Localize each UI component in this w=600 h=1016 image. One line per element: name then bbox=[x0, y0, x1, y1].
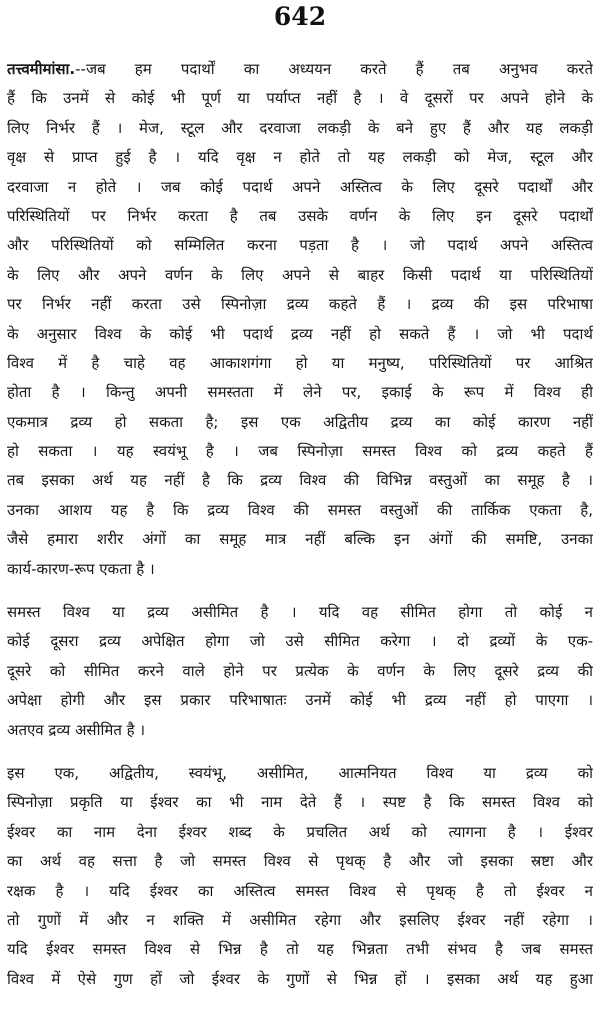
text-line: परिस्थितियों पर निर्भर करता है तब उसके वर्णन के लिए इन दूसरे पदार्थों bbox=[7, 206, 593, 225]
text-line: यदि ईश्वर समस्त विश्व से भिन्न है तो यह भिन्नता तभी संभव है जब समस्त bbox=[7, 940, 593, 959]
text-line: वृक्ष से प्राप्त हुई है । यदि वृक्ष न होते तो यह लकड़ी को मेज, स्टूल और bbox=[7, 148, 593, 167]
body-text bbox=[7, 55, 593, 994]
text-line: स्पिनोज़ा प्रकृति या ईश्वर का भी नाम देते हैं । स्पष्ट है कि समस्त विश्व को bbox=[7, 793, 593, 812]
text-line: उनका आशय यह है कि द्रव्य विश्व की समस्त वस्तुओं की तार्किक एकता है, bbox=[7, 500, 593, 519]
text-line: अपेक्षा होगी और इस प्रकार परिभाषातः उनमें कोई भी द्रव्य नहीं हो पाएगा । bbox=[7, 691, 593, 710]
paragraph-3 bbox=[7, 759, 593, 994]
paragraph-1 bbox=[7, 55, 593, 584]
text-line: एकमात्र द्रव्य हो सकता है; इस एक अद्वितीय द्रव्य का कोई कारण नहीं bbox=[7, 412, 593, 431]
text-line: विश्व में है चाहे वह आकाशगंगा हो या मनुष्य, परिस्थितियों पर आश्रित bbox=[7, 353, 593, 372]
text-line: रक्षक है । यदि ईश्वर का अस्तित्व समस्त विश्व से पृथक् है तो ईश्वर न bbox=[7, 881, 593, 900]
text-line: कार्य-कारण-रूप एकता है । bbox=[7, 559, 155, 578]
paragraph-gap bbox=[7, 584, 593, 598]
text-line: का अर्थ वह सत्ता है जो समस्त विश्व से पृथक् है और जो इसका स्रष्टा और bbox=[7, 852, 593, 871]
text-line: के अनुसार विश्व के कोई भी पदार्थ द्रव्य नहीं हो सकते हैं । जो भी पदार्थ bbox=[7, 324, 593, 343]
text-line: के लिए और अपने वर्णन के लिए अपने से बाहर किसी पदार्थ या परिस्थितियों bbox=[7, 265, 593, 284]
text-line-body: --जब हम पदार्थों का अध्ययन करते हैं तब अनुभव करते bbox=[75, 60, 593, 78]
text-line: विश्व में ऐसे गुण हों जो ईश्वर के गुणों से भिन्न हों । इसका अर्थ यह हुआ bbox=[7, 969, 593, 988]
text-line: इस एक, अद्वितीय, स्वयंभू, असीमित, आत्मनियत विश्व या द्रव्य को bbox=[7, 763, 593, 782]
text-line: अतएव द्रव्य असीमित है । bbox=[7, 720, 146, 739]
paragraph-2 bbox=[7, 598, 593, 745]
text-line: दूसरे को सीमित करने वाले होने पर प्रत्येक के वर्णन के लिए दूसरे द्रव्य की bbox=[7, 661, 593, 680]
text-line: समस्त विश्व या द्रव्य असीमित है । यदि वह सीमित होगा तो कोई न bbox=[7, 603, 593, 622]
text-line bbox=[7, 55, 593, 84]
text-line: तब इसका अर्थ यह नहीं है कि द्रव्य विश्व की विभिन्न वस्तुओं का समूह है । bbox=[7, 471, 593, 490]
text-line: दरवाजा न होते । जब कोई पदार्थ अपने अस्तित्व के लिए दूसरे पदार्थों और bbox=[7, 177, 593, 196]
text-line: हैं कि उनमें से कोई भी पूर्ण या पर्याप्त नहीं है । वे दूसरों पर अपने होने के bbox=[7, 89, 593, 108]
text-line: हो सकता । यह स्वयंभू है । जब स्पिनोज़ा समस्त विश्व को द्रव्य कहते हैं bbox=[7, 442, 593, 461]
paragraph-gap bbox=[7, 745, 593, 759]
text-line: जैसे हमारा शरीर अंगों का समूह मात्र नहीं बल्कि इन अंगों की समष्टि, उनका bbox=[7, 530, 593, 549]
text-line: लिए निर्भर हैं । मेज, स्टूल और दरवाजा लकड़ी के बने हुए हैं और यह लकड़ी bbox=[7, 118, 593, 137]
text-line: तो गुणों में और न शक्ति में असीमित रहेगा और इसलिए ईश्वर नहीं रहेगा । bbox=[7, 910, 593, 929]
text-line: होता है । किन्तु अपनी समस्तता में लेने पर, इकाई के रूप में विश्व ही bbox=[7, 383, 593, 402]
text-line: ईश्वर का नाम देना ईश्वर शब्द के प्रचलित अर्थ को त्यागना है । ईश्वर bbox=[7, 822, 593, 841]
section-heading-term: तत्त्वमीमांसा. bbox=[7, 60, 76, 78]
text-line: पर निर्भर नहीं करता उसे स्पिनोज़ा द्रव्य कहते हैं । द्रव्य की इस परिभाषा bbox=[7, 295, 593, 314]
text-line: कोई दूसरा द्रव्य अपेक्षित होगा जो उसे सीमित करेगा । दो द्रव्यों के एक- bbox=[7, 632, 593, 651]
page-number: 642 bbox=[273, 2, 327, 31]
text-line: और परिस्थितियों को सम्मिलित करना पड़ता है । जो पदार्थ अपने अस्तित्व bbox=[7, 236, 593, 255]
